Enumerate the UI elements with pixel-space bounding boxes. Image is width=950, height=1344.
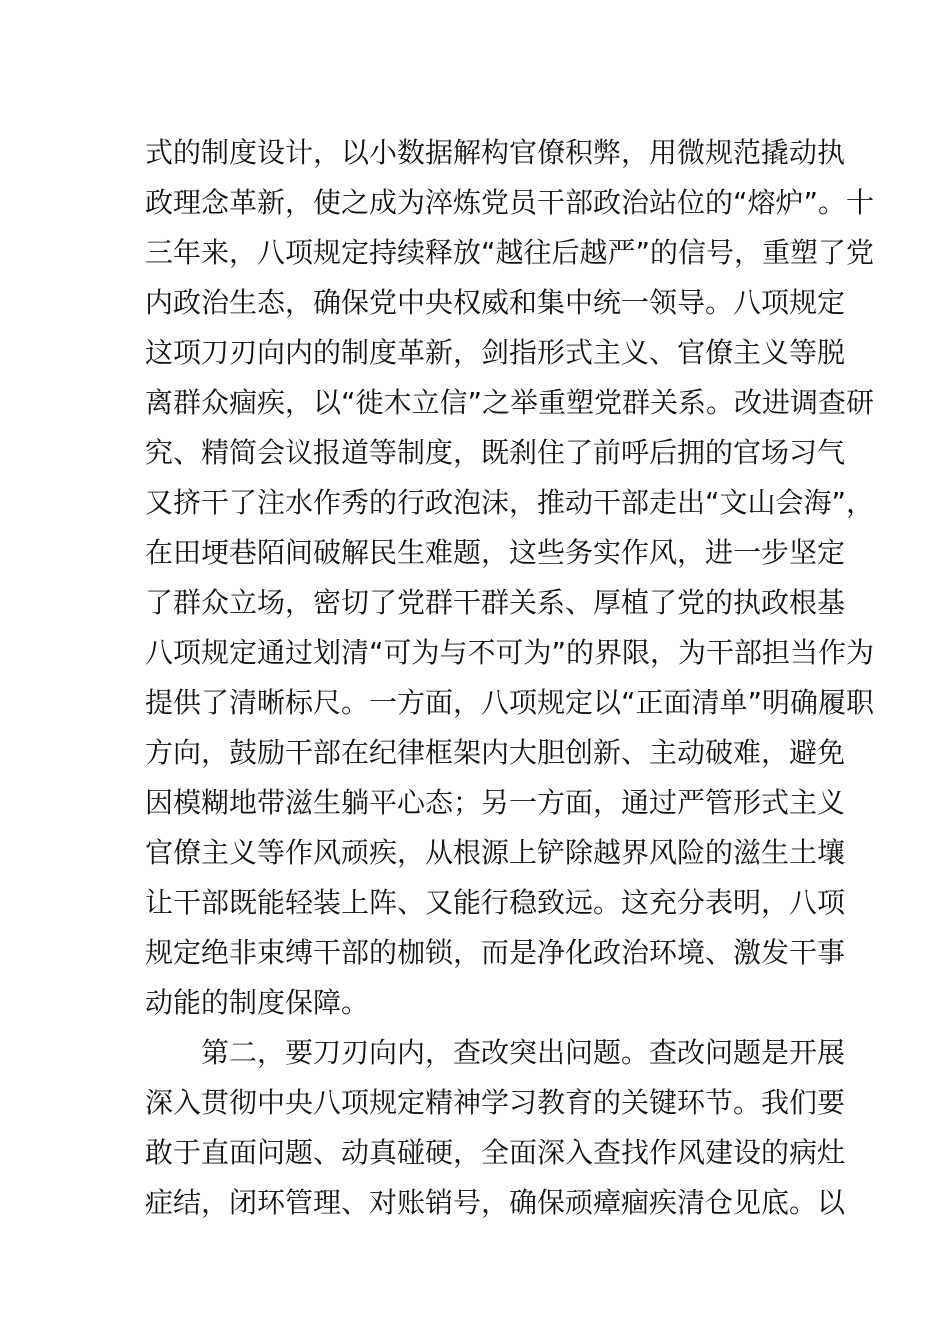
text-line: 八项规定通过划清“可为与不可为”的界限，为干部担当作为 — [145, 636, 875, 669]
text-line: 症结，闭环管理、对账销号，确保顽瘴痼疾清仓见底。以 — [145, 1186, 846, 1219]
text-line: 三年来，八项规定持续释放“越往后越严”的信号，重塑了党 — [145, 236, 875, 269]
text-line: 方向，鼓励干部在纪律框架内大胆创新、主动破难，避免 — [145, 736, 846, 769]
text-line: 提供了清晰标尺。一方面，八项规定以“正面清单”明确履职 — [145, 686, 875, 719]
body-text — [145, 128, 875, 1228]
text-line: 内政治生态，确保党中央权威和集中统一领导。八项规定 — [145, 286, 846, 319]
text-line: 了群众立场，密切了党群干群关系、厚植了党的执政根基 — [145, 586, 846, 619]
text-line: 动能的制度保障。 — [145, 986, 370, 1019]
text-line: 规定绝非束缚干部的枷锁，而是净化政治环境、激发干事 — [145, 936, 846, 969]
text-line: 深入贯彻中央八项规定精神学习教育的关键环节。我们要 — [145, 1086, 846, 1119]
text-line: 又挤干了注水作秀的行政泡沫，推动干部走出“文山会海”， — [145, 486, 875, 519]
text-line: 敢于直面问题、动真碰硬，全面深入查找作风建设的病灶 — [145, 1136, 846, 1169]
text-line: 式的制度设计，以小数据解构官僚积弊，用微规范撬动执 — [145, 136, 846, 169]
text-line: 究、精简会议报道等制度，既刹住了前呼后拥的官场习气 — [145, 436, 846, 469]
text-line: 离群众痼疾，以“徙木立信”之举重塑党群关系。改进调查研 — [145, 386, 875, 419]
text-line: 在田埂巷陌间破解民生难题，这些务实作风，进一步坚定 — [145, 536, 846, 569]
text-line: 因模糊地带滋生躺平心态；另一方面，通过严管形式主义 — [145, 786, 846, 819]
text-line: 让干部既能轻装上阵、又能行稳致远。这充分表明，八项 — [145, 886, 846, 919]
text-line: 政理念革新，使之成为淬炼党员干部政治站位的“熔炉”。十 — [145, 186, 875, 219]
text-line: 官僚主义等作风顽疾，从根源上铲除越界风险的滋生土壤 — [145, 836, 846, 869]
paragraph-first-line: 第二，要刀刃向内，查改突出问题。查改问题是开展 — [201, 1036, 846, 1069]
text-line: 这项刀刃向内的制度革新，剑指形式主义、官僚主义等脱 — [145, 336, 846, 369]
